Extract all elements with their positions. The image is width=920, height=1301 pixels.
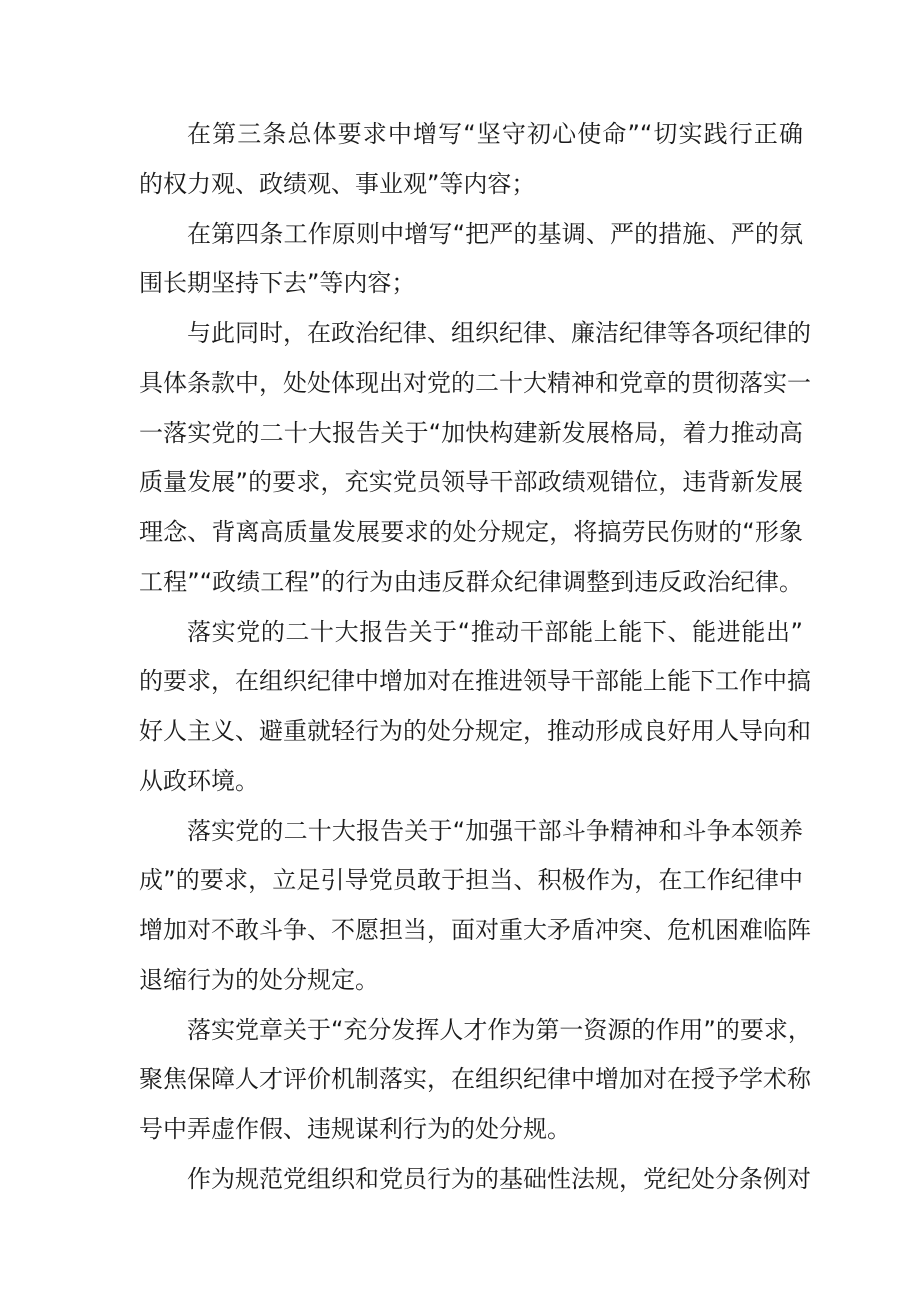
text-line: 的权力观、政绩观、事业观”等内容； bbox=[139, 170, 536, 198]
text-line: 号中弄虚作假、违规谋利行为的处分规。 bbox=[139, 1115, 571, 1143]
text-line: 围长期坚持下去”等内容； bbox=[139, 269, 416, 297]
text-line: 的要求，在组织纪律中增加对在推进领导干部能上能下工作中搞 bbox=[139, 667, 811, 695]
text-line: 在第四条工作原则中增写“把严的基调、严的措施、严的氛 bbox=[187, 220, 803, 248]
text-line: 工程”“政绩工程”的行为由违反群众纪律调整到违反政治纪律。 bbox=[139, 568, 803, 596]
text-line: 在第三条总体要求中增写“坚守初心使命”“切实践行正确 bbox=[187, 120, 803, 148]
text-line: 落实党的二十大报告关于“推动干部能上能下、能进能出” bbox=[187, 618, 803, 646]
text-line: 好人主义、避重就轻行为的处分规定，推动形成良好用人导向和 bbox=[139, 717, 811, 745]
text-line: 增加对不敢斗争、不愿担当，面对重大矛盾冲突、危机困难临阵 bbox=[139, 916, 811, 944]
text-line: 聚焦保障人才评价机制落实，在组织纪律中增加对在授予学术称 bbox=[139, 1065, 811, 1093]
text-line: 成”的要求，立足引导党员敢于担当、积极作为，在工作纪律中 bbox=[139, 866, 803, 894]
text-line: 质量发展”的要求，充实党员领导干部政绩观错位，违背新发展 bbox=[139, 468, 803, 496]
text-line: 落实党的二十大报告关于“加强干部斗争精神和斗争本领养 bbox=[187, 817, 803, 845]
text-line: 理念、背离高质量发展要求的处分规定，将搞劳民伤财的“形象 bbox=[139, 518, 803, 546]
text-line: 一落实党的二十大报告关于“加快构建新发展格局，着力推动高 bbox=[139, 419, 803, 447]
text-line: 落实党章关于“充分发挥人才作为第一资源的作用”的要求， bbox=[187, 1016, 812, 1044]
text-line: 具体条款中，处处体现出对党的二十大精神和党章的贯彻落实一 bbox=[139, 369, 811, 397]
text-line: 与此同时，在政治纪律、组织纪律、廉洁纪律等各项纪律的 bbox=[187, 319, 811, 347]
text-line: 从政环境。 bbox=[139, 767, 259, 795]
text-line: 退缩行为的处分规定。 bbox=[139, 966, 379, 994]
text-line: 作为规范党组织和党员行为的基础性法规，党纪处分条例对 bbox=[187, 1165, 811, 1193]
